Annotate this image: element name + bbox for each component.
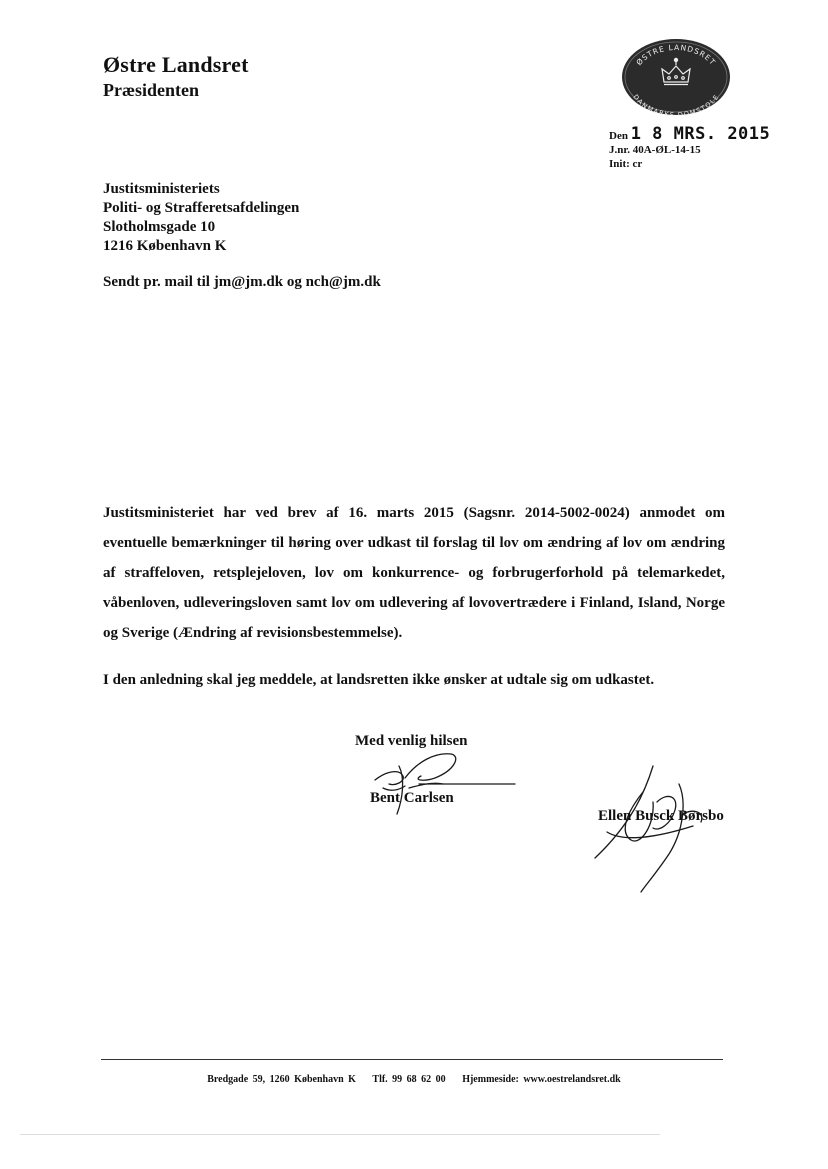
signer-name-1: Bent Carlsen [370,790,454,806]
seal-top-text: ØSTRE LANDSRET [634,42,718,68]
reference-block [609,124,771,171]
seal-bottom-text: DANMARKS DOMSTOLE [631,92,721,116]
recipient-line: Politi- og Strafferetsafdelingen [103,200,300,216]
footer [0,1074,828,1085]
signature-bent-carlsen [365,748,525,818]
initials: Init: cr [609,158,643,170]
closing-greeting: Med venlig hilsen [355,733,468,749]
recipient-address [103,180,299,256]
recipient-line: Slotholmsgade 10 [103,219,216,235]
signer-name-2: Ellen Busck Børsbo [598,808,724,824]
sent-by-mail-note: Sendt pr. mail til jm@jm.dk og nch@jm.dk [103,274,381,290]
date-line [609,124,771,144]
signature-ellen-busck-borsbo [583,762,723,894]
court-seal [621,38,731,116]
office-name: Præsidenten [103,80,199,100]
scan-edge-line [20,1134,660,1135]
court-name: Østre Landsret [103,52,249,77]
date-label: Den [609,130,628,142]
body-paragraph-1: Justitsministeriet har ved brev af 16. marts 2015 (Sagsnr. 2014-5002-0024) anmodet om eventuelle bemærkninger til høring over udkast til forslag til lov om ændring af lov om ændring af straffeloven, retsplejeloven, lov om konkurrence- og forbrugerforhold på telemarkedet, våbenloven, udleveringsloven samt lov om udlevering af lovovertrædere i Finland, Island, Norge og Sverige (Ændring af revisionsbestemmelse). [103,505,725,641]
footer-divider [101,1059,723,1060]
recipient-line: Justitsministeriets [103,181,220,197]
journal-number: J.nr. 40A-ØL-14-15 [609,144,701,156]
footer-phone: Tlf. 99 68 62 00 [372,1074,446,1085]
body-paragraph-2: I den anledning skal jeg meddele, at landsretten ikke ønsker at udtale sig om udkastet. [103,672,655,688]
date-stamp: 1 8 MRS. 2015 [630,124,771,144]
recipient-line: 1216 København K [103,238,227,254]
footer-address: Bredgade 59, 1260 København K [207,1074,356,1085]
footer-website: Hjemmeside: www.oestrelandsret.dk [462,1074,621,1085]
